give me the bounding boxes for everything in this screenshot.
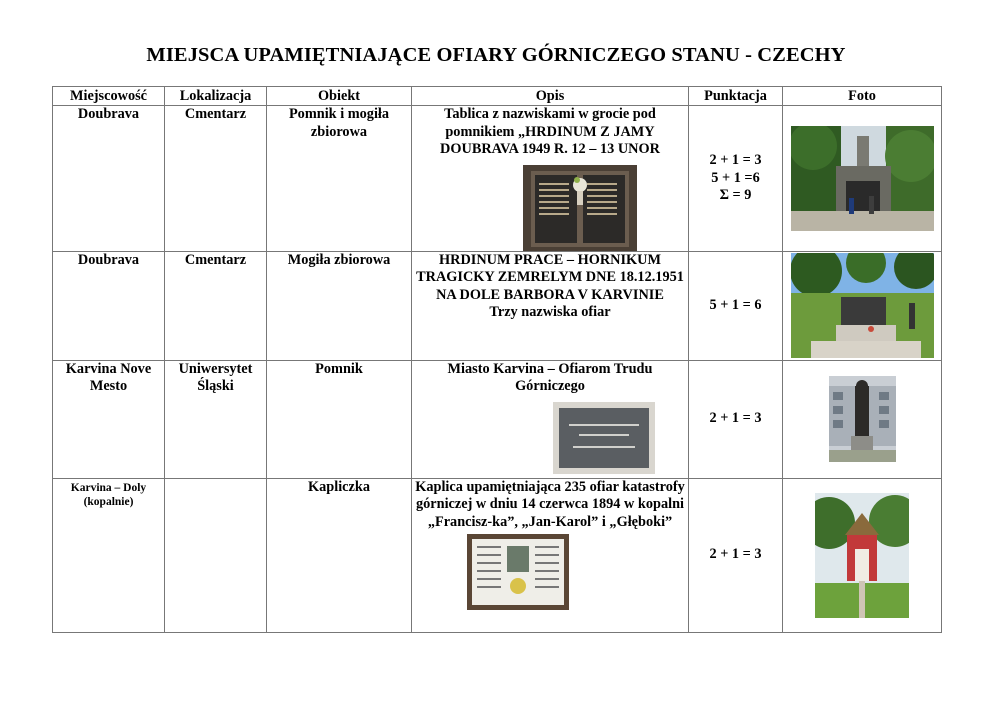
chapel-photo [815,493,909,618]
punktacja-line: 2 + 1 = 3 [709,152,762,168]
cell-miejscowosc: Doubrava [53,106,165,252]
plaque-photo [523,165,637,251]
opis-text: Miasto Karvina – Ofiarom Trudu Górniczego [447,360,653,394]
statue-photo [829,376,896,462]
punktacja-line: Σ = 9 [719,187,752,203]
table-row [53,478,942,632]
header-miejscowosc: Miejscowość [53,87,165,106]
table-row [53,360,942,478]
opis-extra-text: Trzy nazwiska ofiar [489,304,611,320]
cell-punktacja [689,360,783,478]
cell-obiekt: Mogiła zbiorowa [267,251,412,360]
cell-foto [783,360,942,478]
cell-foto [783,478,942,632]
cell-foto [783,251,942,360]
cell-miejscowosc: Doubrava [53,251,165,360]
punktacja-line: 5 + 1 = 6 [709,296,762,313]
page-title: MIEJSCA UPAMIĘTNIAJĄCE OFIARY GÓRNICZEGO STANU - CZECHY [146,44,846,66]
punktacja-line: 5 + 1 =6 [711,169,760,186]
cell-punktacja [689,106,783,252]
cell-miejscowosc: Karvina – Doly (kopalnie) [53,478,165,632]
cell-lokalizacja: Cmentarz [165,106,267,252]
header-foto: Foto [783,87,942,106]
cell-lokalizacja: Uniwersytet Śląski [165,360,267,478]
plaque-photo-inset [523,165,637,251]
memorial-table [52,86,942,633]
table-row [53,251,942,360]
opis-text: Tablica z nazwiskami w grocie pod pomnikiem „HRDINUM Z JAMY DOUBRAVA 1949 R. 12 – 13 UNOR [440,106,660,157]
header-punktacja: Punktacja [689,87,783,106]
plaque-photo [467,534,569,610]
cell-opis [412,360,689,478]
cell-punktacja [689,251,783,360]
cell-opis [412,251,689,360]
punktacja-line: 2 + 1 = 3 [709,546,762,563]
opis-text: HRDINUM PRACE – HORNIKUM TRAGICKY ZEMRELYM DNE 18.12.1951 NA DOLE BARBORA V KARVINIE [416,251,684,303]
table-header-row [53,87,942,106]
cell-obiekt: Kapliczka [267,478,412,632]
plaque-photo-inset [553,402,655,474]
header-lokalizacja: Lokalizacja [165,87,267,106]
header-obiekt: Obiekt [267,87,412,106]
cell-opis [412,106,689,252]
opis-text: Kaplica upamiętniająca 235 ofiar katastrofy górniczej w dniu 14 czerwca 1894 w kopalni „Francisz-ka”, „Jan-Karol” i „Głęboki” [415,478,685,530]
cell-foto [783,106,942,252]
cell-lokalizacja [165,478,267,632]
cell-obiekt: Pomnik i mogiła zbiorowa [267,106,412,252]
header-opis: Opis [412,87,689,106]
cell-punktacja [689,478,783,632]
cell-lokalizacja: Cmentarz [165,251,267,360]
grave-photo [791,253,934,358]
plaque-photo [553,402,655,474]
cell-miejscowosc: Karvina Nove Mesto [53,360,165,478]
cell-opis [412,478,689,632]
monument-photo [791,126,934,231]
chapel-plaque-inset [467,534,569,610]
cell-obiekt: Pomnik [267,360,412,478]
punktacja-line: 2 + 1 = 3 [709,410,762,427]
table-row [53,106,942,252]
